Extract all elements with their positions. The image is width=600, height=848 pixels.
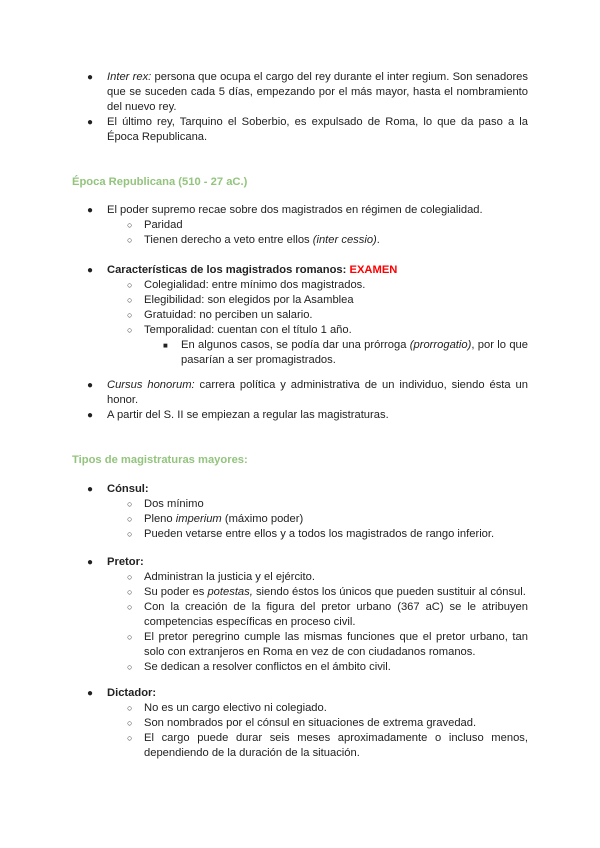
bullet-circle-icon: ○ xyxy=(127,499,133,509)
list-item xyxy=(0,482,600,497)
list-item xyxy=(0,308,600,323)
bullet-circle-icon: ○ xyxy=(127,529,133,539)
bullet-circle-icon: ○ xyxy=(127,733,133,743)
intro-list xyxy=(0,70,600,145)
item-text: Colegialidad: entre mínimo dos magistrados. xyxy=(144,279,366,291)
bullet-circle-icon: ○ xyxy=(127,703,133,713)
list-item xyxy=(0,323,600,338)
item-text: . xyxy=(376,234,380,246)
bullet-disc-icon: ● xyxy=(87,380,94,391)
list-item xyxy=(0,731,600,761)
section1-list-a xyxy=(0,203,600,248)
bullet-circle-icon: ○ xyxy=(127,632,133,642)
bullet-circle-icon: ○ xyxy=(127,280,133,290)
section-heading-epoca-republicana: Época Republicana (510 - 27 aC.) xyxy=(72,176,248,188)
item-title: Dictador: xyxy=(107,687,157,699)
item-text: Pueden vetarse entre ellos y a todos los magistrados de rango inferior. xyxy=(144,528,495,540)
item-text: En algunos casos, se podía dar una prórroga xyxy=(181,339,410,351)
bullet-circle-icon: ○ xyxy=(127,587,133,597)
list-item xyxy=(0,701,600,716)
list-item xyxy=(0,203,600,218)
bullet-square-icon: ■ xyxy=(163,341,168,350)
bullet-circle-icon: ○ xyxy=(127,325,133,335)
dictador-list xyxy=(0,686,600,761)
bullet-disc-icon: ● xyxy=(87,688,94,699)
bullet-circle-icon: ○ xyxy=(127,718,133,728)
item-text: El último rey, Tarquino el Soberbio, es expulsado de Roma, lo que da paso a la Época Republicana. xyxy=(107,116,528,143)
bullet-disc-icon: ● xyxy=(87,484,94,495)
item-text: carrera política y administrativa de un individuo, siendo ésta un honor. xyxy=(107,379,528,406)
bullet-disc-icon: ● xyxy=(87,72,94,83)
item-text: , por lo que pasarían a ser promagistrados. xyxy=(181,339,528,366)
list-item xyxy=(0,338,600,368)
item-text: Con la creación de la figura del pretor urbano (367 aC) se le atribuyen competencias específicas en proceso civil. xyxy=(144,601,528,628)
list-item xyxy=(0,512,600,527)
bullet-disc-icon: ● xyxy=(87,205,94,216)
item-bold: Características de los magistrados romanos: xyxy=(107,264,350,276)
item-text: siendo éstos los únicos que pueden sustituir al cónsul. xyxy=(252,586,526,598)
item-italic: (prorrogatio) xyxy=(409,339,472,351)
list-item xyxy=(0,716,600,731)
item-text: Administran la justicia y el ejército. xyxy=(144,571,315,583)
list-item xyxy=(0,660,600,675)
list-item xyxy=(0,408,600,423)
bullet-circle-icon: ○ xyxy=(127,572,133,582)
exam-label: EXAMEN xyxy=(349,264,398,276)
item-text: A partir del S. II se empiezan a regular las magistraturas. xyxy=(107,409,389,421)
item-text: Paridad xyxy=(144,219,183,231)
item-text: Pleno xyxy=(144,513,176,525)
list-item xyxy=(0,630,600,660)
item-text: Son nombrados por el cónsul en situaciones de extrema gravedad. xyxy=(144,717,477,729)
list-item xyxy=(0,293,600,308)
list-item xyxy=(0,115,600,145)
bullet-disc-icon: ● xyxy=(87,410,94,421)
section1-list-c xyxy=(0,378,600,423)
item-title: Cónsul: xyxy=(107,483,149,495)
list-item xyxy=(0,585,600,600)
list-item xyxy=(0,527,600,542)
item-text: El pretor peregrino cumple las mismas funciones que el pretor urbano, tan solo con extranjeros en Roma en vez de con ciudadanos romanos. xyxy=(144,631,528,658)
item-text: Tienen derecho a veto entre ellos xyxy=(144,234,313,246)
bullet-circle-icon: ○ xyxy=(127,514,133,524)
item-text: Dos mínimo xyxy=(144,498,204,510)
item-text: El poder supremo recae sobre dos magistrados en régimen de colegialidad. xyxy=(107,204,483,216)
list-item xyxy=(0,278,600,293)
bullet-disc-icon: ● xyxy=(87,557,94,568)
pretor-list xyxy=(0,555,600,675)
list-item xyxy=(0,70,600,115)
bullet-circle-icon: ○ xyxy=(127,295,133,305)
list-item xyxy=(0,555,600,570)
item-text: Gratuidad: no perciben un salario. xyxy=(144,309,313,321)
consul-list xyxy=(0,482,600,542)
bullet-circle-icon: ○ xyxy=(127,310,133,320)
list-item xyxy=(0,686,600,701)
item-italic: (inter cessio) xyxy=(312,234,377,246)
section-heading-tipos-magistraturas: Tipos de magistraturas mayores: xyxy=(72,454,248,466)
bullet-circle-icon: ○ xyxy=(127,602,133,612)
term: Cursus honorum: xyxy=(107,379,195,391)
bullet-circle-icon: ○ xyxy=(127,235,133,245)
term: Inter rex: xyxy=(107,71,152,83)
bullet-disc-icon: ● xyxy=(87,265,94,276)
item-text: persona que ocupa el cargo del rey durante el inter regium. Son senadores que se suceden cada 5 días, empezando por el más mayor, hasta el nombramiento del nuevo rey. xyxy=(107,71,528,113)
item-title: Pretor: xyxy=(107,556,144,568)
item-text: Elegibilidad: son elegidos por la Asamblea xyxy=(144,294,354,306)
list-item xyxy=(0,218,600,233)
item-italic: potestas, xyxy=(207,586,253,598)
bullet-circle-icon: ○ xyxy=(127,662,133,672)
section1-list-b xyxy=(0,263,600,368)
list-item xyxy=(0,570,600,585)
item-italic: imperium xyxy=(175,513,222,525)
list-item xyxy=(0,233,600,248)
list-item xyxy=(0,600,600,630)
list-item xyxy=(0,497,600,512)
item-text: El cargo puede durar seis meses aproximadamente o incluso menos, dependiendo de la duración de la situación. xyxy=(144,732,528,759)
bullet-circle-icon: ○ xyxy=(127,220,133,230)
item-text: (máximo poder) xyxy=(221,513,304,525)
list-item xyxy=(0,263,600,278)
item-text: Se dedican a resolver conflictos en el ámbito civil. xyxy=(144,661,391,673)
item-text: Su poder es xyxy=(144,586,208,598)
bullet-disc-icon: ● xyxy=(87,117,94,128)
list-item xyxy=(0,378,600,408)
item-text: Temporalidad: cuentan con el título 1 año. xyxy=(144,324,352,336)
item-text: No es un cargo electivo ni colegiado. xyxy=(144,702,327,714)
